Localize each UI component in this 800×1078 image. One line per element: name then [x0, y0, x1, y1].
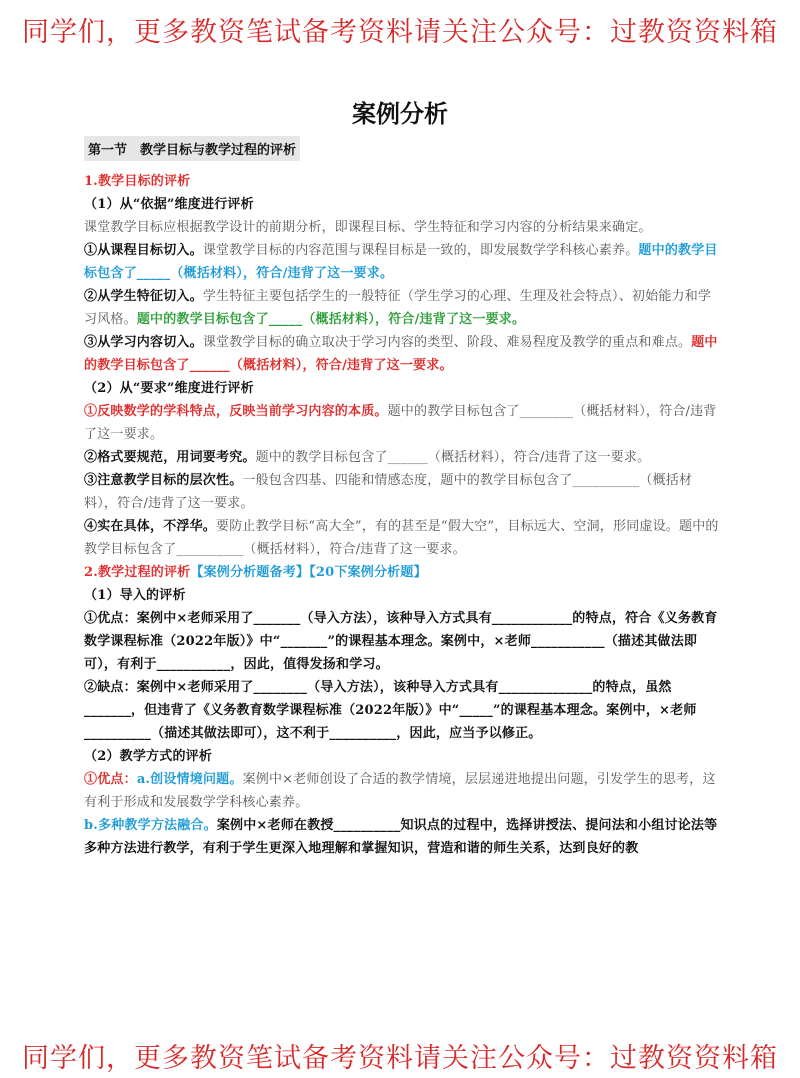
item-student — [84, 285, 720, 331]
item-student-text: 学生特征主要包括学生的一般特征（学生学习的心理、生理及社会特点）、初始能力和学习风格。 — [84, 289, 712, 327]
method-mixed-lead: b.多种教学方法融合。 — [84, 818, 217, 833]
item-curriculum-highlight: 题中的教学目标包含了_____（概括材料），符合/违背了这一要求。 — [84, 243, 718, 281]
item-curriculum-lead: ①从课程目标切入。 — [84, 243, 203, 258]
subheading-intro-eval: （1）导入的评析 — [84, 588, 186, 603]
item-student-highlight: 题中的教学目标包含了_____（概括材料），符合/违背了这一要求。 — [136, 312, 526, 327]
req-levels-lead: ③注意教学目标的层次性。 — [84, 473, 243, 488]
intro-advantages: ①优点：案例中×老师采用了_______（导入方法），该种导入方式具有____________的特点，符合《义务教育数学课程标准（2022年版）》中“_______”的课程基本理念。案例中，×老师___________（描述其做法即可），有利于___________，因此，值得发扬和学习。 — [84, 611, 718, 672]
req-concrete — [84, 515, 720, 561]
item-content-lead: ③从学习内容切入。 — [84, 335, 203, 350]
page-title: 案例分析 — [352, 99, 448, 128]
method-mixed — [84, 814, 720, 860]
item-content-highlight: 题中的教学目标包含了______（概括材料），符合/违背了这一要求。 — [84, 335, 718, 373]
method-situation-lead: a.创设情境问题。 — [136, 772, 243, 787]
method-situation-text: 案例中×老师创设了合适的教学情境，层层递进地提出问题，引发学生的思考，这有利于形成和发展数学学科核心素养。 — [84, 772, 716, 810]
subheading-basis: （1）从“依据”维度进行评析 — [84, 197, 254, 212]
subheading-methods: （2）教学方式的评析 — [84, 749, 213, 764]
heading-process-title: 2.教学过程的评析 — [84, 565, 191, 580]
document-body — [84, 170, 720, 860]
method-situation — [84, 768, 720, 814]
req-concrete-text: 要防止教学目标“高大全”，有的甚至是“假大空”，目标远大、空洞，形同虚设。题中的教学目标包含了__________（概括材料），符合/违背了这一要求。 — [84, 519, 719, 557]
req-subject-text: 题中的教学目标包含了________（概括材料），符合/违背了这一要求。 — [84, 404, 717, 442]
req-subject — [84, 400, 720, 446]
item-curriculum — [84, 239, 720, 285]
item-student-lead: ②从学生特征切入。 — [84, 289, 203, 304]
req-format — [84, 446, 720, 469]
heading-process — [84, 561, 720, 584]
req-format-lead: ②格式要规范，用词要考究。 — [84, 450, 256, 465]
heading-process-tags: 【案例分析题备考】【20下案例分析题】 — [190, 565, 427, 580]
item-content-text: 课堂教学目标的确立取决于学习内容的类型、阶段、难易程度及教学的重点和难点。 — [202, 335, 692, 350]
req-levels-text: 一般包含四基、四能和情感态度，题中的教学目标包含了__________（概括材料），符合/违背了这一要求。 — [84, 473, 693, 511]
subheading-requirements: （2）从“要求”维度进行评析 — [84, 381, 254, 396]
item-curriculum-text: 课堂教学目标的内容范围与课程目标是一致的，即发展数学学科核心素养。 — [202, 243, 639, 258]
req-format-text: 题中的教学目标包含了______（概括材料），符合/违背了这一要求。 — [255, 450, 651, 465]
method-advantage-label: ①优点： — [84, 772, 137, 787]
intro-disadvantages: ②缺点：案例中×老师采用了________（导入方法），该种导入方式具有______________的特点，虽然_______，但违背了《义务教育数学课程标准（2022年版）》中“_____”的课程基本理念。案例中，×老师__________（描述其做法即可），这不利于__________，因此，应当予以修正。 — [84, 680, 697, 741]
req-levels — [84, 469, 720, 515]
req-subject-lead: ①反映数学的学科特点，反映当前学习内容的本质。 — [84, 404, 388, 419]
bottom-banner: 同学们，更多教资笔试备考资料请关注公众号：过教资资料箱 — [22, 1043, 778, 1074]
item-content — [84, 331, 720, 377]
section-heading: 第一节 教学目标与教学过程的评析 — [84, 136, 300, 161]
req-concrete-lead: ④实在具体，不浮华。 — [84, 519, 217, 534]
heading-objectives: 1.教学目标的评析 — [84, 174, 191, 189]
top-banner: 同学们，更多教资笔试备考资料请关注公众号：过教资资料箱 — [22, 17, 778, 48]
method-mixed-text: 案例中×老师在教授__________知识点的过程中，选择讲授法、提问法和小组讨论法等多种方法进行教学，有利于学生更深入地理解和掌握知识，营造和谐的师生关系，达到良好的教 — [84, 818, 718, 856]
paragraph-intro: 课堂教学目标应根据教学设计的前期分析，即课程目标、学生特征和学习内容的分析结果来确定。 — [84, 220, 652, 235]
